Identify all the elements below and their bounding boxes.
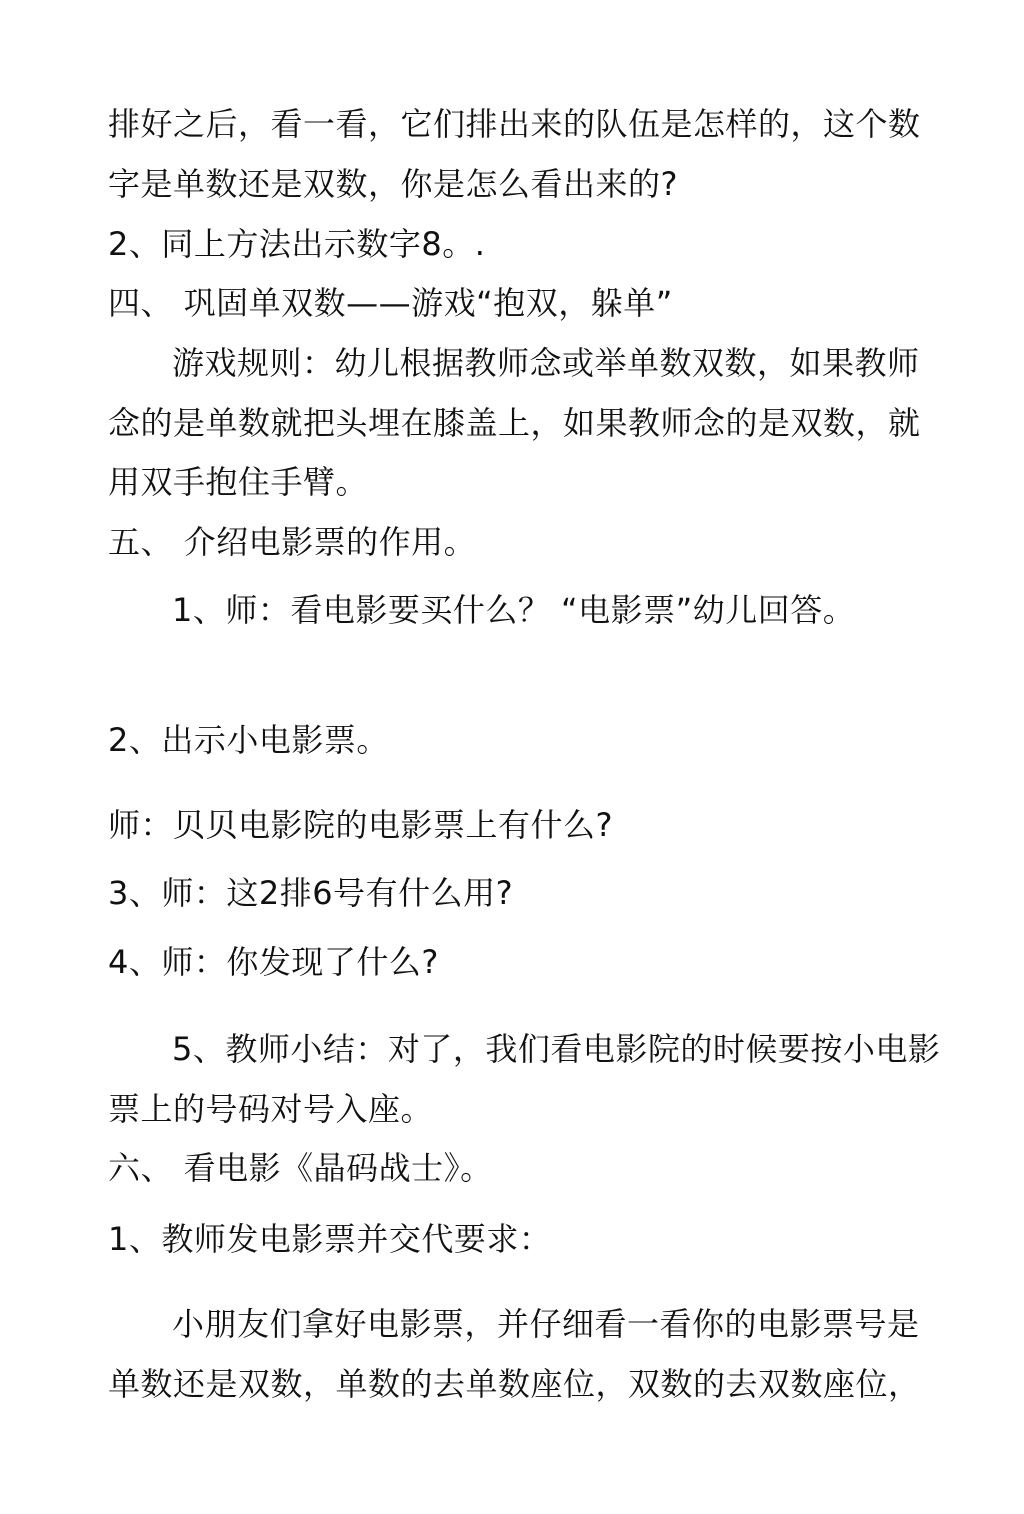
text-line: 单数还是双数，单数的去单数座位，双数的去双数座位， (108, 1365, 921, 1403)
text-line: 排好之后，看一看，它们排出来的队伍是怎样的，这个数 (108, 105, 921, 143)
text-line: 念的是单数就把头埋在膝盖上，如果教师念的是双数，就 (108, 404, 921, 442)
text-line: 游戏规则：幼儿根据教师念或举单数双数，如果教师 (172, 344, 920, 382)
section-heading: 六、 看电影《晶码战士》。 (108, 1149, 493, 1187)
text-line: 字是单数还是双数，你是怎么看出来的? (108, 165, 678, 203)
text-line: 2、出示小电影票。 (108, 721, 389, 759)
text-line: 票上的号码对号入座。 (108, 1090, 434, 1128)
text-line: 4、师：你发现了什么? (108, 943, 439, 981)
section-heading: 四、 巩固单双数——游戏“抱双，躲单” (108, 284, 673, 322)
text-line: 2、同上方法出示数字8。. (108, 225, 486, 263)
text-line: 5、教师小结：对了，我们看电影院的时候要按小电影 (172, 1030, 941, 1068)
text-line: 1、教师发电影票并交代要求： (108, 1220, 552, 1258)
text-line: 小朋友们拿好电影票，并仔细看一看你的电影票号是 (172, 1305, 920, 1343)
section-heading: 五、 介绍电影票的作用。 (108, 523, 477, 561)
text-line: 3、师：这2排6号有什么用? (108, 874, 514, 912)
text-line: 用双手抱住手臂。 (108, 463, 369, 501)
text-line: 1、师：看电影要买什么？ “电影票”幼儿回答。 (172, 591, 856, 629)
text-line: 师：贝贝电影院的电影票上有什么? (108, 806, 613, 844)
